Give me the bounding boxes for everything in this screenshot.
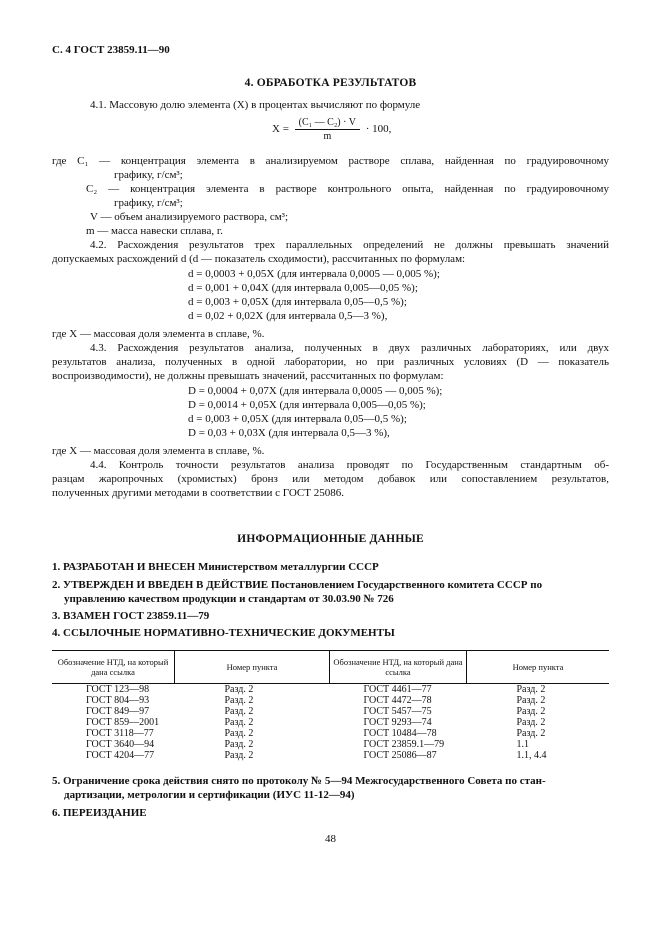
info-title: ИНФОРМАЦИОННЫЕ ДАННЫЕ (237, 533, 424, 545)
table-cell-clause: Разд. 2 (224, 706, 254, 717)
equation-4-2-3: d = 0,003 + 0,05X (для интервала 0,05—0,5 %); (188, 296, 407, 308)
paragraph-4-2: 4.2. Расхождения результатов трех параллельных определений не должны превышать значений (90, 239, 609, 251)
table-row (52, 739, 609, 750)
table-cell-clause: Разд. 2 (516, 695, 546, 706)
table-cell-clause: Разд. 2 (516, 706, 546, 717)
table-cell-clause: Разд. 2 (224, 750, 254, 761)
table-cell-designation: ГОСТ 3640—94 (86, 739, 155, 750)
paragraph-4-3-cont: результатов анализа, полученных в одной лаборатории, но при различных условиях (D — показатель (52, 356, 609, 368)
table-cell-designation: ГОСТ 23859.1—79 (363, 739, 445, 750)
equation-4-3-1: D = 0,0004 + 0,07X (для интервала 0,0005 — 0,005 %); (188, 385, 443, 397)
references-table (52, 650, 609, 761)
table-body (52, 684, 609, 762)
paragraph-4-4: 4.4. Контроль точности результатов анализа проводят по Государственным стандартным об- (90, 459, 609, 471)
table-cell-clause: Разд. 2 (224, 717, 254, 728)
table-cell-designation: ГОСТ 5457—75 (363, 706, 432, 717)
table-cell-designation: ГОСТ 3118—77 (86, 728, 154, 739)
table-cell-clause: Разд. 2 (224, 684, 254, 695)
table-cell-designation: ГОСТ 859—2001 (86, 717, 160, 728)
table-row (52, 717, 609, 728)
table-cell-designation: ГОСТ 4461—77 (363, 684, 432, 695)
definition-x-1: где X — массовая доля элемента в сплаве, %. (52, 328, 265, 340)
table-cell-clause: Разд. 2 (224, 728, 254, 739)
section-title: 4. ОБРАБОТКА РЕЗУЛЬТАТОВ (244, 77, 417, 89)
table-cell-designation: ГОСТ 25086—87 (363, 750, 437, 761)
table-cell-designation: ГОСТ 9293—74 (363, 717, 432, 728)
info-item-1: 1. РАЗРАБОТАН И ВНЕСЕН Министерством металлургии СССР (52, 561, 379, 573)
info-item-3: 3. ВЗАМЕН ГОСТ 23859.11—79 (52, 610, 210, 622)
definition-v: V — объем анализируемого раствора, см³; (90, 211, 289, 223)
table-row (52, 750, 609, 761)
table-cell-clause: 1.1 (516, 739, 529, 750)
equation-4-3-2: D = 0,0014 + 0,05X (для интервала 0,005—0,05 %); (188, 399, 426, 411)
formula-denominator: m (323, 131, 332, 142)
table-header-clause-2: Номер пункта (467, 651, 610, 684)
table-cell-clause: Разд. 2 (516, 728, 546, 739)
paragraph-4-4-cont2: полученных другими методами в соответствии с ГОСТ 25086. (52, 487, 344, 499)
table-cell-designation: ГОСТ 123—98 (86, 684, 150, 695)
table-cell-clause: Разд. 2 (516, 684, 546, 695)
table-row (52, 684, 609, 696)
table-header-row (52, 651, 609, 684)
definition-c1-cont: графику, г/см³; (114, 169, 183, 181)
table-header-designation-1: Обозначение НТД, на который дана ссылка (52, 651, 175, 684)
formula (272, 117, 391, 142)
table-header-designation-2: Обозначение НТД, на который дана ссылка (330, 651, 467, 684)
formula-fraction (295, 117, 360, 142)
equation-4-3-4: D = 0,03 + 0,03X (для интервала 0,5—3 %), (188, 427, 390, 439)
table-row (52, 695, 609, 706)
table-header-clause-1: Номер пункта (175, 651, 330, 684)
table-cell-clause: Разд. 2 (224, 695, 254, 706)
paragraph-4-3-cont2: воспроизводимости), не должны превышать значений, рассчитанных по формулам: (52, 370, 444, 382)
paragraph-4-1: 4.1. Массовую долю элемента (X) в процентах вычисляют по формуле (90, 99, 421, 111)
table-cell-designation: ГОСТ 804—93 (86, 695, 150, 706)
equation-4-2-1: d = 0,0003 + 0,05X (для интервала 0,0005 — 0,005 %); (188, 268, 440, 280)
info-item-2-cont: управлению качеством продукции и стандартам от 30.03.90 № 726 (64, 593, 394, 605)
info-item-4: 4. ССЫЛОЧНЫЕ НОРМАТИВНО-ТЕХНИЧЕСКИЕ ДОКУМЕНТЫ (52, 627, 395, 639)
paragraph-4-4-cont: разцам жаропрочных (хромистых) бронз или методом добавок или сопоставлением результатов, (52, 473, 609, 485)
definition-c1: где C₁ — концентрация элемента в анализируемом растворе сплава, найденная по градуировочному (52, 155, 609, 167)
formula-lhs: X = (272, 123, 289, 136)
table-cell-clause: 1.1, 4.4 (516, 750, 547, 761)
formula-rhs: · 100, (365, 123, 392, 136)
info-item-5: 5. Ограничение срока действия снято по протоколу № 5—94 Межгосударственного Совета по стан- (52, 775, 546, 787)
equation-4-3-3: d = 0,003 + 0,05X (для интервала 0,05—0,5 %); (188, 413, 407, 425)
definition-m: m — масса навески сплава, г. (86, 225, 223, 237)
page-header: С. 4 ГОСТ 23859.11—90 (52, 44, 170, 56)
info-item-6: 6. ПЕРЕИЗДАНИЕ (52, 807, 147, 819)
info-item-5-cont: дартизации, метрологии и сертификации (ИУС 11-12—94) (64, 789, 355, 801)
table-row (52, 706, 609, 717)
table-row (52, 728, 609, 739)
definition-x-2: где X — массовая доля элемента в сплаве, %. (52, 445, 265, 457)
definition-c2-cont: графику, г/см³; (114, 197, 183, 209)
equation-4-2-4: d = 0,02 + 0,02X (для интервала 0,5—3 %), (188, 310, 388, 322)
paragraph-4-2-cont: допускаемых расхождений d (d — показатель сходимости), рассчитанных по формулам: (52, 253, 466, 265)
table-cell-designation: ГОСТ 4472—78 (363, 695, 432, 706)
page-number: 48 (325, 833, 336, 845)
info-item-2: 2. УТВЕРЖДЕН И ВВЕДЕН В ДЕЙСТВИЕ Постановлением Государственного комитета СССР по (52, 579, 543, 591)
table-cell-designation: ГОСТ 849—97 (86, 706, 150, 717)
paragraph-4-3: 4.3. Расхождения результатов анализа, полученных в двух различных лабораториях, или двух (90, 342, 609, 354)
table-cell-designation: ГОСТ 4204—77 (86, 750, 155, 761)
definition-c2: C₂ — концентрация элемента в растворе контрольного опыта, найденная по градуировочному (86, 183, 609, 195)
table-cell-clause: Разд. 2 (516, 717, 546, 728)
formula-numerator: (C₁ — C₂) · V (295, 117, 360, 130)
table-cell-designation: ГОСТ 10484—78 (363, 728, 437, 739)
table-cell-clause: Разд. 2 (224, 739, 254, 750)
equation-4-2-2: d = 0,001 + 0,04X (для интервала 0,005—0,05 %); (188, 282, 418, 294)
